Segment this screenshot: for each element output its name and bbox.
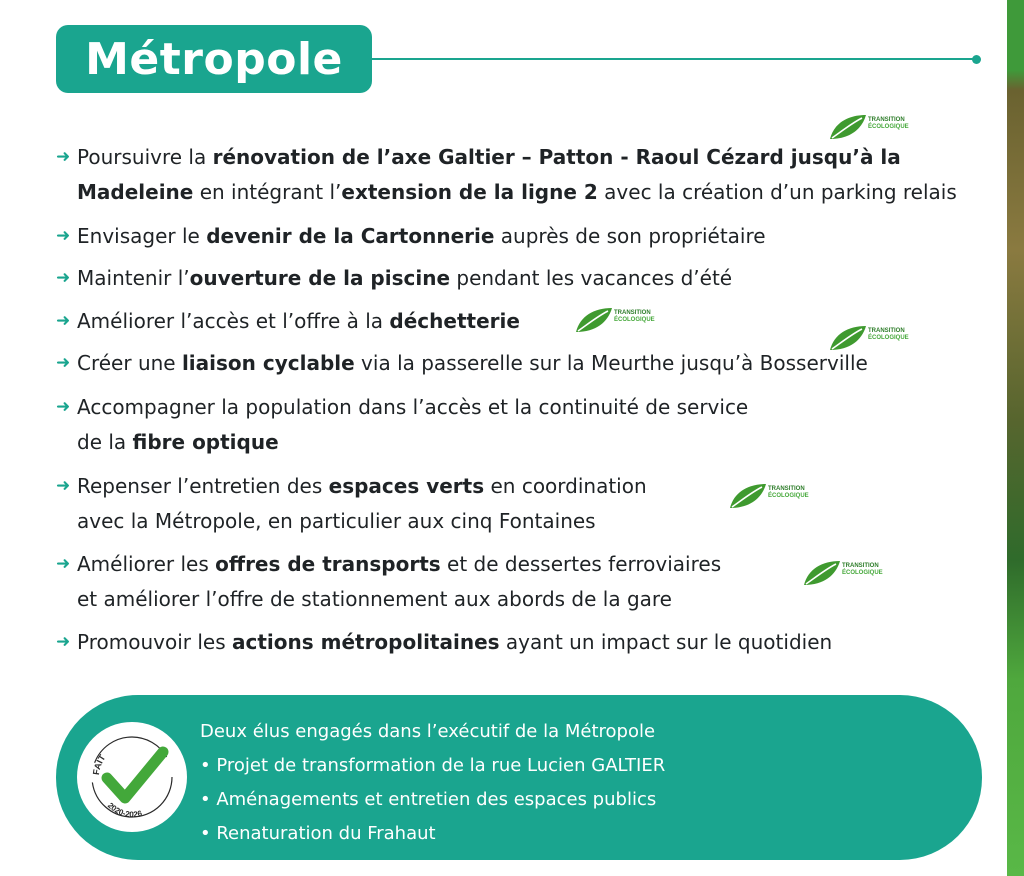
arrow-icon: ➜ [56, 353, 71, 373]
item-line: Maintenir l’ouverture de la piscine pendant les vacances d’été [77, 266, 733, 290]
leaf-icon [802, 557, 842, 589]
item-line: Améliorer l’accès et l’offre à la déchetterie [77, 309, 520, 333]
svg-text:FAIT [91, 752, 108, 775]
arrow-icon: ➜ [56, 632, 71, 652]
arrow-icon: ➜ [56, 268, 71, 288]
arrow-icon: ➜ [56, 397, 71, 417]
arrow-icon: ➜ [56, 311, 71, 331]
arrow-icon: ➜ [56, 226, 71, 246]
arrow-icon: ➜ [56, 554, 71, 574]
item-line: de la fibre optique [77, 430, 279, 454]
item-line: Améliorer les offres de transports et de dessertes ferroviaires [77, 552, 722, 576]
photo-edge-strip [1007, 0, 1024, 876]
done-heading: Deux élus engagés dans l’exécutif de la Métropole [200, 721, 656, 742]
transition-ecologique-badge: TRANSITION ÉCOLOGIQUE [574, 304, 666, 338]
transition-ecologique-badge: TRANSITION ÉCOLOGIQUE [802, 557, 894, 591]
done-stamp [77, 722, 187, 832]
transition-ecologique-badge: TRANSITION ÉCOLOGIQUE [828, 111, 920, 145]
item-line: Madeleine en intégrant l’extension de la ligne 2 avec la création d’un parking relais [77, 180, 957, 204]
arrow-icon: ➜ [56, 476, 71, 496]
done-bullet: • Aménagements et entretien des espaces publics [200, 789, 657, 810]
section-title: Métropole [56, 25, 372, 93]
svg-text:2020-2026 [106, 801, 144, 819]
item-line: avec la Métropole, en particulier aux cinq Fontaines [77, 509, 596, 533]
stamp-top-text: FAIT [91, 752, 108, 776]
item-line: Envisager le devenir de la Cartonnerie auprès de son propriétaire [77, 224, 766, 248]
item-line: Repenser l’entretien des espaces verts en coordination [77, 474, 647, 498]
done-bullet: • Renaturation du Frahaut [200, 823, 436, 844]
item-line: et améliorer l’offre de stationnement aux abords de la gare [77, 587, 672, 611]
leaf-icon [728, 480, 768, 512]
checkmark-stamp-icon [77, 722, 187, 832]
done-panel [56, 695, 982, 860]
item-line: Accompagner la population dans l’accès et la continuité de service [77, 395, 749, 419]
title-divider-line [372, 58, 974, 60]
transition-ecologique-badge: TRANSITION ÉCOLOGIQUE [828, 322, 920, 356]
leaf-icon [828, 322, 868, 354]
leaf-icon [828, 111, 868, 143]
done-bullet: • Projet de transformation de la rue Lucien GALTIER [200, 755, 666, 776]
item-line: Créer une liaison cyclable via la passerelle sur la Meurthe jusqu’à Bosserville [77, 351, 868, 375]
item-line: Promouvoir les actions métropolitaines ayant un impact sur le quotidien [77, 630, 833, 654]
stamp-bottom-text: 2020-2026 [105, 800, 143, 820]
item-line: Poursuivre la rénovation de l’axe Galtier – Patton - Raoul Cézard jusqu’à la [77, 145, 901, 169]
transition-ecologique-badge: TRANSITION ÉCOLOGIQUE [728, 480, 820, 514]
arrow-icon: ➜ [56, 147, 71, 167]
leaf-icon [574, 304, 614, 336]
title-divider-dot [972, 55, 981, 64]
